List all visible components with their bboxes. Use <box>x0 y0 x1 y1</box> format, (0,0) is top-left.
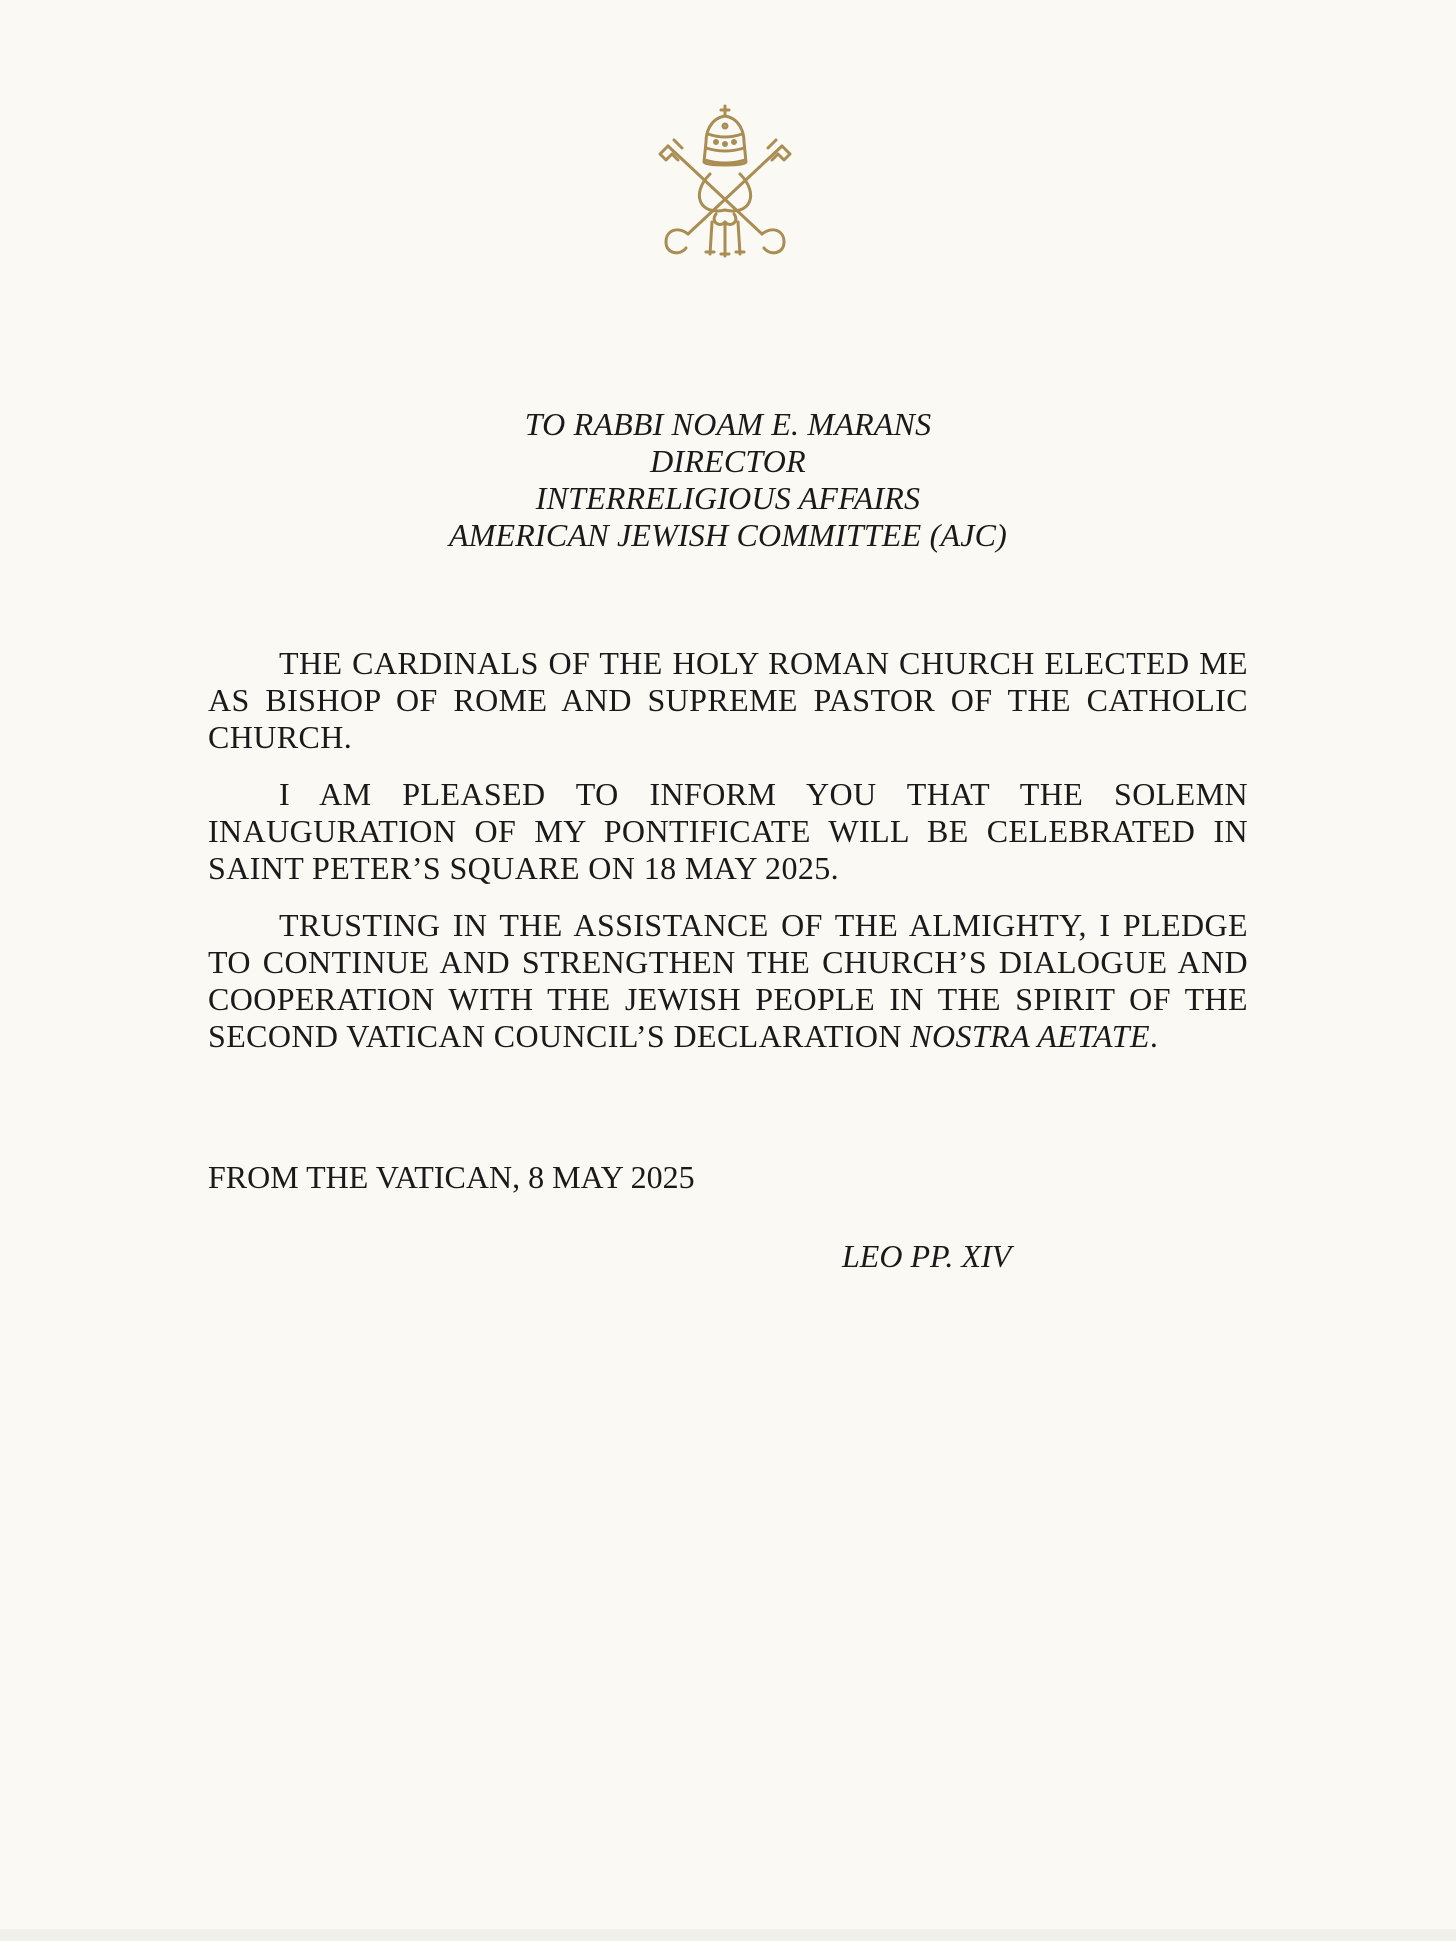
paragraph-dialogue-end: . <box>1149 1018 1159 1054</box>
addressee-title: DIRECTOR <box>650 443 806 479</box>
addressee-department: INTERRELIGIOUS AFFAIRS <box>535 480 921 516</box>
addressee-block <box>0 406 1456 554</box>
paragraph-election: THE CARDINALS OF THE HOLY ROMAN CHURCH ELECTED ME AS BISHOP OF ROME AND SUPREME PASTOR OF THE CATHOLIC CHURCH. <box>208 645 1248 755</box>
paragraph-dialogue-text: TRUSTING IN THE ASSISTANCE OF THE ALMIGHTY, I PLEDGE TO CONTINUE AND STRENGTHEN THE CHURCH’S DIALOGUE AND COOPERATION WITH THE JEWISH PEOPLE IN THE SPIRIT OF THE SECOND VATICAN COUNCIL’S DECLARATION <box>208 907 1248 1054</box>
dateline: FROM THE VATICAN, 8 MAY 2025 <box>208 1159 695 1195</box>
paragraph-dialogue <box>208 907 1248 1055</box>
paper-bottom-edge <box>0 1929 1456 1941</box>
signature: LEO PP. XIV <box>842 1238 1012 1274</box>
addressee-name: TO RABBI NOAM E. MARANS <box>524 406 932 442</box>
papal-coat-of-arms-icon <box>650 104 800 264</box>
letter-body <box>208 645 1248 1055</box>
paragraph-inauguration: I AM PLEASED TO INFORM YOU THAT THE SOLEMN INAUGURATION OF MY PONTIFICATE WILL BE CELEBRATED IN SAINT PETER’S SQUARE ON 18 MAY 2025. <box>208 776 1248 886</box>
document-title-nostra-aetate: NOSTRA AETATE <box>910 1018 1150 1054</box>
addressee-organization: AMERICAN JEWISH COMMITTEE (AJC) <box>448 517 1008 553</box>
